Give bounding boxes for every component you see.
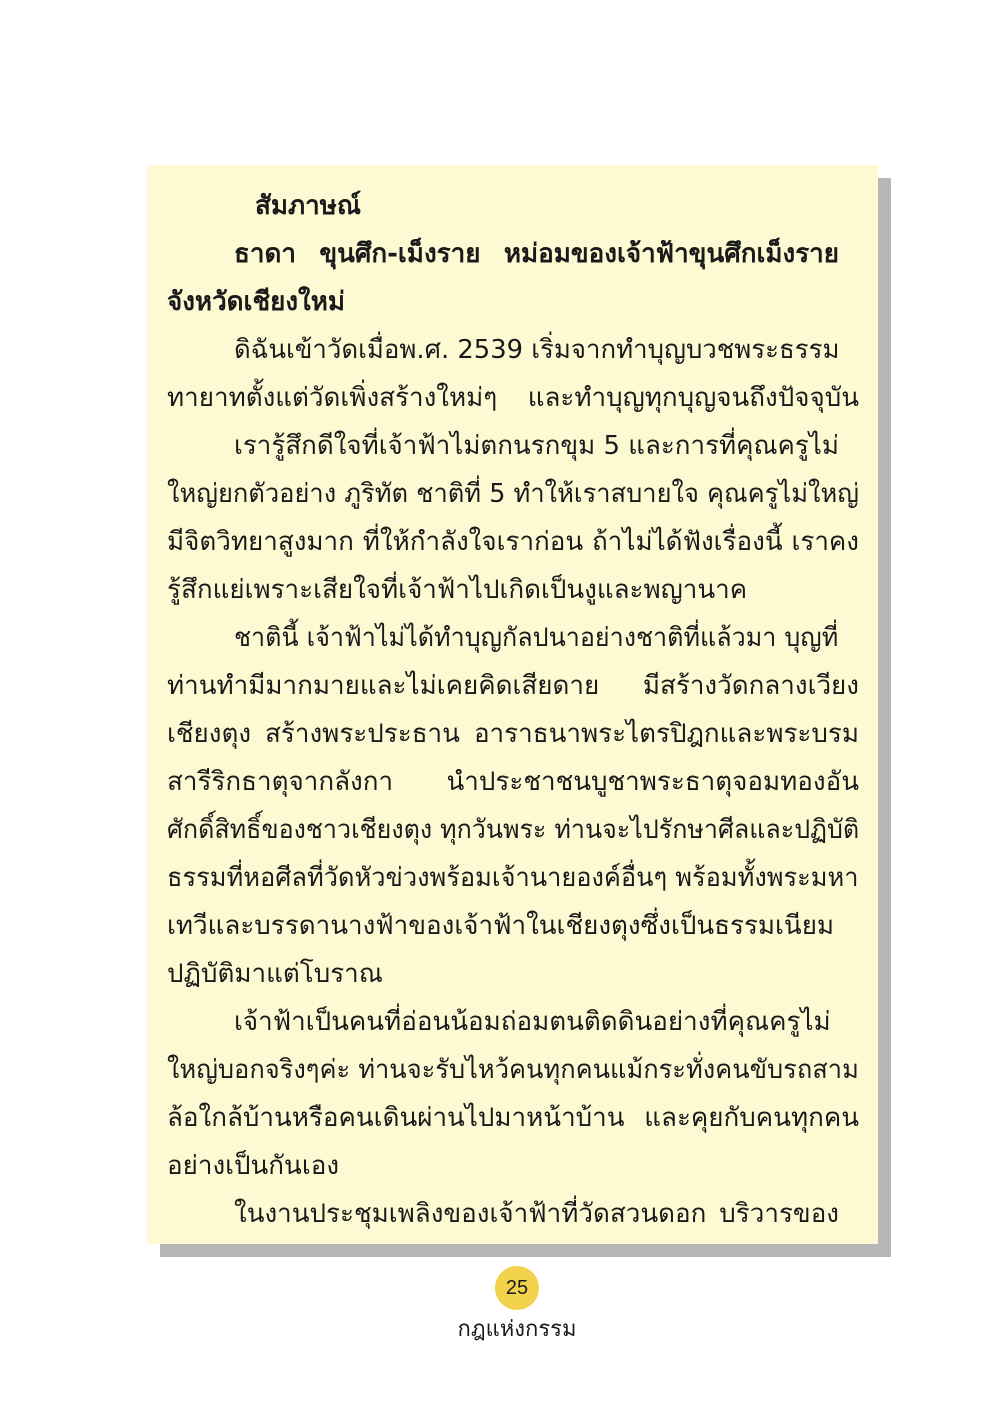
body-line: เชียงตุง สร้างพระประธาน อาราธนาพระไตรปิฎกและพระบรม [167, 719, 859, 749]
body-line: ใหญ่บอกจริงๆค่ะ ท่านจะรับไหว้คนทุกคนแม้กระทั่งคนขับรถสาม [167, 1055, 859, 1085]
interviewee-location: จังหวัดเชียงใหม่ [167, 287, 345, 317]
body-line: ทายาทตั้งแต่วัดเพิ่งสร้างใหม่ๆ และทำบุญทุกบุญจนถึงปัจจุบัน [167, 383, 859, 413]
interview-content-box [147, 165, 878, 1244]
body-line: อย่างเป็นกันเอง [167, 1151, 340, 1181]
body-line: ท่านทำมีมากมายและไม่เคยคิดเสียดาย มีสร้างวัดกลางเวียง [167, 671, 859, 701]
body-line: ใหญ่ยกตัวอย่าง ภูริทัต ชาติที่ 5 ทำให้เราสบายใจ คุณครูไม่ใหญ่ [167, 479, 859, 509]
page-number-badge [495, 1266, 539, 1310]
body-line: ธรรมที่หอศีลที่วัดหัวข่วงพร้อมเจ้านายองค์อื่นๆ พร้อมทั้งพระมหา [167, 863, 859, 893]
book-title: กฎแห่งกรรม [457, 1317, 577, 1342]
body-line: เทวีและบรรดานางฟ้าของเจ้าฟ้าในเชียงตุงซึ่งเป็นธรรมเนียม [167, 911, 835, 941]
body-line: ล้อใกล้บ้านหรือคนเดินผ่านไปมาหน้าบ้าน และคุยกับคนทุกคน [167, 1103, 859, 1133]
body-line: ศักดิ์สิทธิ์ของชาวเชียงตุง ทุกวันพระ ท่านจะไปรักษาศีลและปฏิบัติ [167, 815, 860, 845]
interviewee-name: ธาดา ขุนศึก-เม็งราย หม่อมของเจ้าฟ้าขุนศึกเม็งราย [234, 239, 839, 269]
body-line: ปฏิบัติมาแต่โบราณ [167, 959, 383, 989]
body-line: ในงานประชุมเพลิงของเจ้าฟ้าที่วัดสวนดอก บริวารของ [234, 1199, 839, 1229]
body-line: เจ้าฟ้าเป็นคนที่อ่อนน้อมถ่อมตนติดดินอย่างที่คุณครูไม่ [234, 1007, 831, 1037]
body-line: เรารู้สึกดีใจที่เจ้าฟ้าไม่ตกนรกขุม 5 และการที่คุณครูไม่ [234, 431, 839, 461]
body-line: สารีริกธาตุจากลังกา นำประชาชนบูชาพระธาตุจอมทองอัน [167, 767, 859, 797]
body-line: มีจิตวิทยาสูงมาก ที่ให้กำลังใจเราก่อน ถ้าไม่ได้ฟังเรื่องนี้ เราคง [167, 527, 859, 557]
body-line: ดิฉันเข้าวัดเมื่อพ.ศ. 2539 เริ่มจากทำบุญบวชพระธรรม [234, 335, 840, 365]
section-label: สัมภาษณ์ [255, 191, 362, 221]
body-line: ชาตินี้ เจ้าฟ้าไม่ได้ทำบุญกัลปนาอย่างชาติที่แล้วมา บุญที่ [234, 623, 839, 653]
body-line: รู้สึกแย่เพราะเสียใจที่เจ้าฟ้าไปเกิดเป็นงูและพญานาค [167, 575, 748, 605]
page-number: 25 [505, 1276, 529, 1299]
